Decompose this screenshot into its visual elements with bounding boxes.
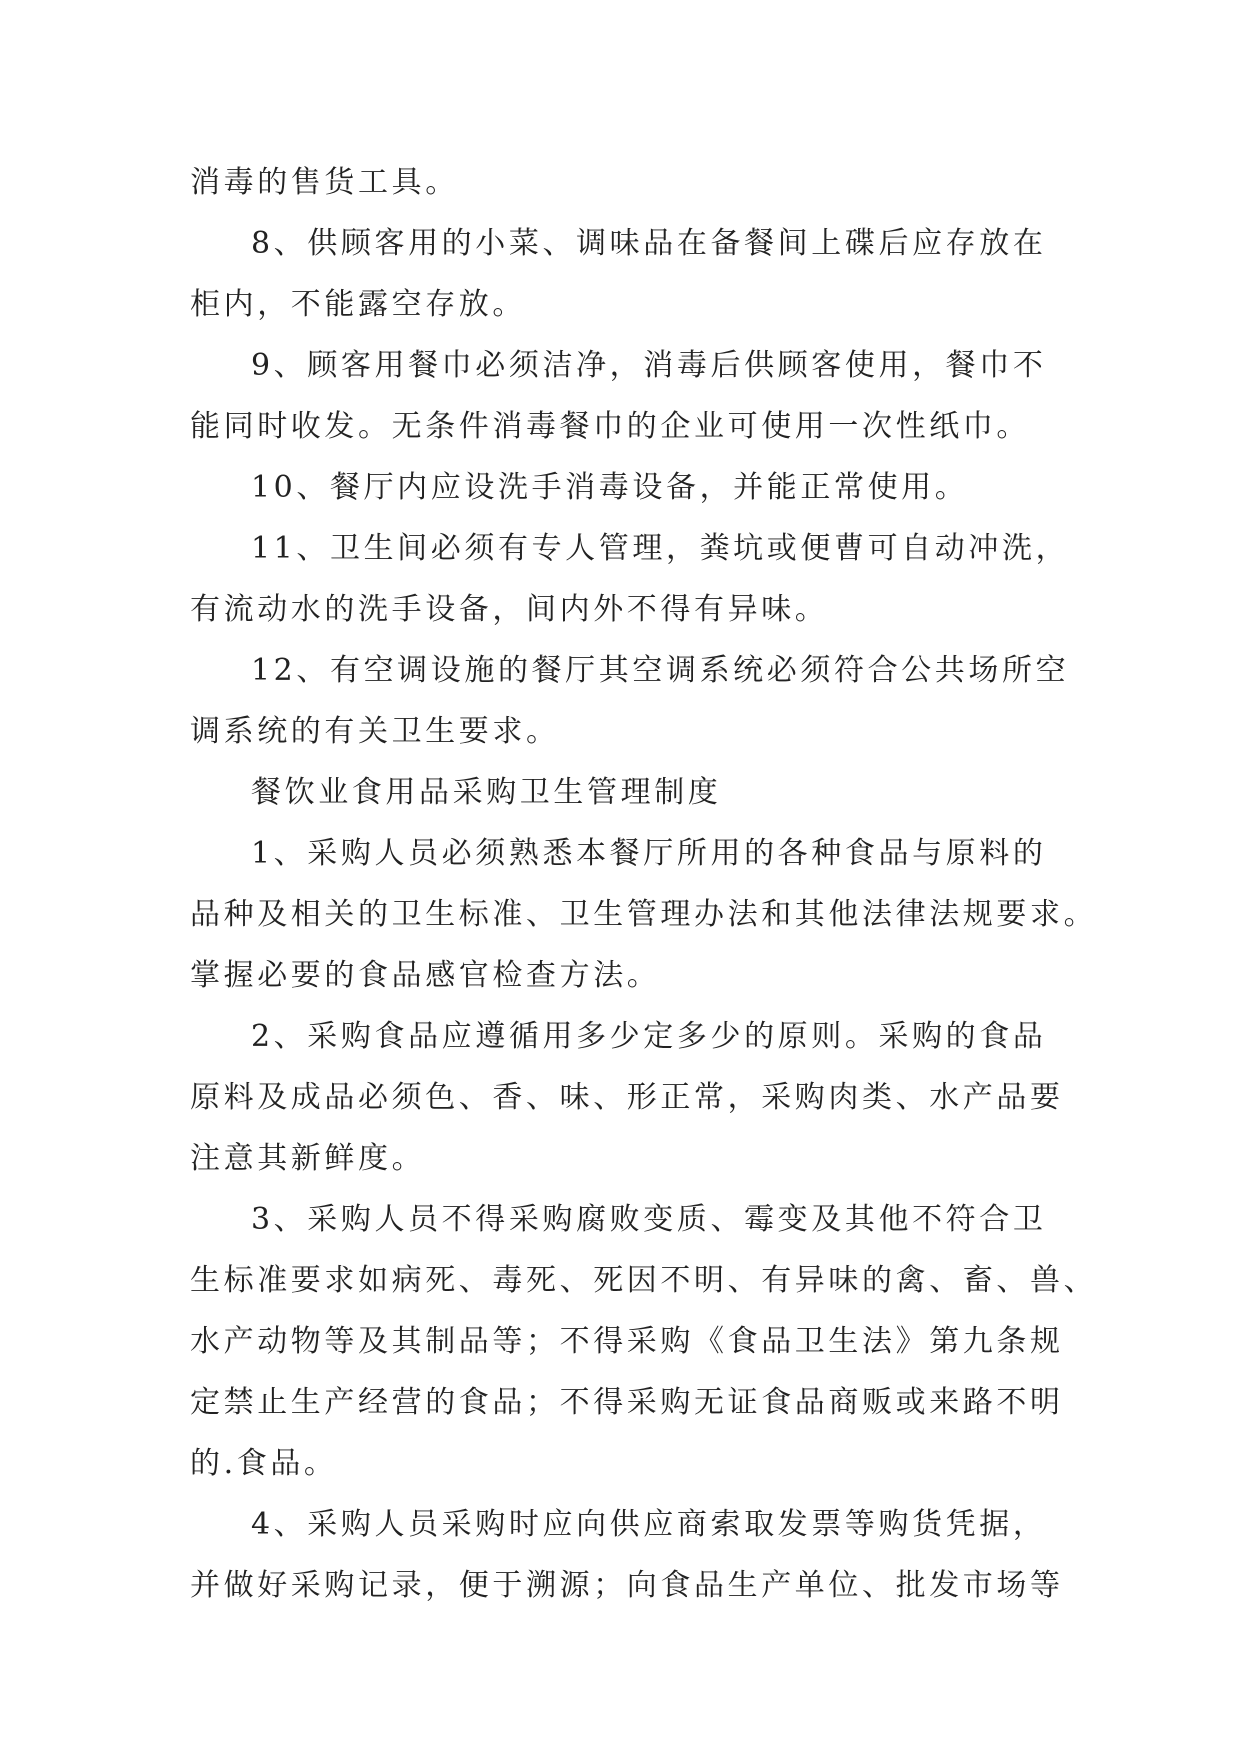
text-line: 注意其新鲜度。 (190, 1141, 426, 1176)
text-line: 并做好采购记录，便于溯源；向食品生产单位、批发市场等 (190, 1568, 1064, 1603)
text-line: 12、有空调设施的餐厅其空调系统必须符合公共场所空 (251, 653, 1070, 688)
text-line: 8、供顾客用的小菜、调味品在备餐间上碟后应存放在 (251, 226, 1047, 261)
text-line: 的.食品。 (190, 1446, 338, 1481)
section-heading: 餐饮业食用品采购卫生管理制度 (251, 775, 722, 810)
text-line: 2、采购食品应遵循用多少定多少的原则。采购的食品 (251, 1019, 1047, 1054)
text-line: 品种及相关的卫生标准、卫生管理办法和其他法律法规要求。 (190, 897, 1098, 932)
text-line: 9、顾客用餐巾必须洁净，消毒后供顾客使用，餐巾不 (251, 348, 1047, 383)
text-line: 生标准要求如病死、毒死、死因不明、有异味的禽、畜、兽、 (190, 1263, 1098, 1298)
text-line: 柜内，不能露空存放。 (190, 287, 526, 322)
text-line: 掌握必要的食品感官检查方法。 (190, 958, 661, 993)
text-line: 水产动物等及其制品等；不得采购《食品卫生法》第九条规 (190, 1324, 1064, 1359)
text-line: 定禁止生产经营的食品；不得采购无证食品商贩或来路不明 (190, 1385, 1064, 1420)
document-body (190, 158, 1098, 1622)
text-line: 有流动水的洗手设备，间内外不得有异味。 (190, 592, 829, 627)
text-line: 消毒的售货工具。 (190, 165, 459, 200)
text-line: 原料及成品必须色、香、味、形正常，采购肉类、水产品要 (190, 1080, 1064, 1115)
text-line: 调系统的有关卫生要求。 (190, 714, 560, 749)
text-line: 3、采购人员不得采购腐败变质、霉变及其他不符合卫 (251, 1202, 1047, 1237)
text-line: 能同时收发。无条件消毒餐巾的企业可使用一次性纸巾。 (190, 409, 1030, 444)
text-line: 4、采购人员采购时应向供应商索取发票等购货凭据， (251, 1507, 1047, 1542)
text-line: 10、餐厅内应设洗手消毒设备，并能正常使用。 (251, 470, 969, 505)
text-line: 1、采购人员必须熟悉本餐厅所用的各种食品与原料的 (251, 836, 1047, 871)
text-line: 11、卫生间必须有专人管理，粪坑或便曹可自动冲洗， (251, 531, 1070, 566)
